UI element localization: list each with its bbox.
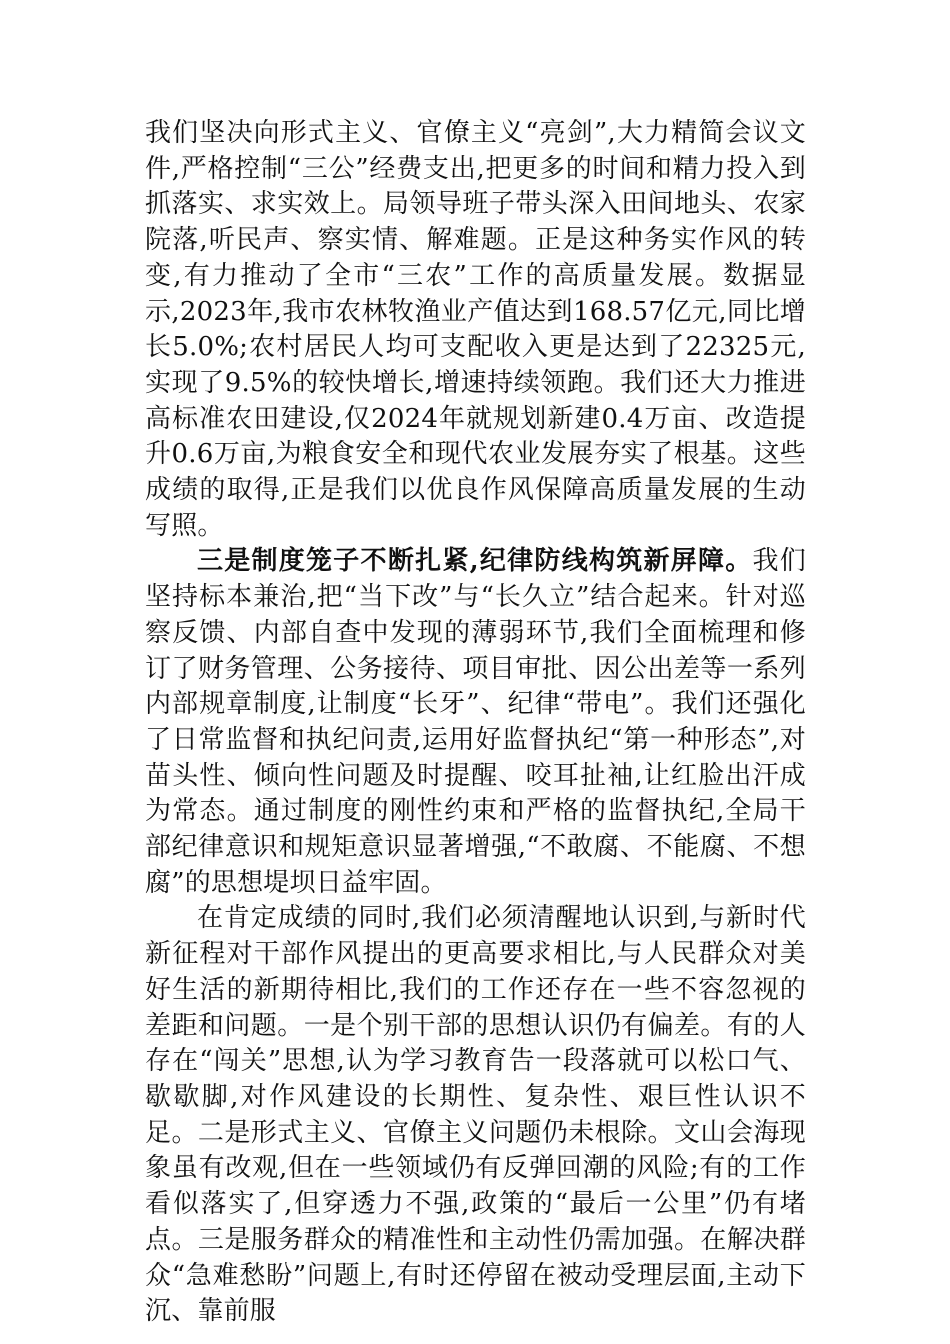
paragraph-lead-heading: 三是制度笼子不断扎紧,纪律防线构筑新屏障。: [197, 546, 753, 577]
document-page: [145, 116, 806, 1330]
paragraph-work-style-results: [145, 116, 806, 544]
paragraph-problems-gaps: [145, 901, 806, 1329]
paragraph-text: 我们坚决向形式主义、官僚主义“亮剑”,大力精简会议文件,严格控制“三公”经费支出,把更多的时间和精力投入到抓落实、求实效上。局领导班子带头深入田间地头、农家院落,听民声、察实情、解难题。正是这种务实作风的转变,有力推动了全市“三农”工作的高质量发展。数据显示,2023年,我市农林牧渔业产值达到168.57亿元,同比增长5.0%;农村居民人均可支配收入更是达到了22325元,实现了9.5%的较快增长,增速持续领跑。我们还大力推进高标准农田建设,仅2024年就规划新建0.4万亩、改造提升0.6万亩,为粮食安全和现代农业发展夯实了根基。这些成绩的取得,正是我们以优良作风保障高质量发展的生动写照。: [145, 118, 806, 541]
paragraph-institutional-cage: [145, 544, 806, 901]
paragraph-text: 我们坚持标本兼治,把“当下改”与“长久立”结合起来。针对巡察反馈、内部自查中发现的薄弱环节,我们全面梳理和修订了财务管理、公务接待、项目审批、因公出差等一系列内部规章制度,让制度“长牙”、纪律“带电”。我们还强化了日常监督和执纪问责,运用好监督执纪“第一种形态”,对苗头性、倾向性问题及时提醒、咬耳扯袖,让红脸出汗成为常态。通过制度的刚性约束和严格的监督执纪,全局干部纪律意识和规矩意识显著增强,“不敢腐、不能腐、不想腐”的思想堤坝日益牢固。: [145, 546, 806, 898]
paragraph-text: 在肯定成绩的同时,我们必须清醒地认识到,与新时代新征程对干部作风提出的更高要求相比,与人民群众对美好生活的新期待相比,我们的工作还存在一些不容忽视的差距和问题。一是个别干部的思想认识仍有偏差。有的人存在“闯关”思想,认为学习教育告一段落就可以松口气、歇歇脚,对作风建设的长期性、复杂性、艰巨性认识不足。二是形式主义、官僚主义问题仍未根除。文山会海现象虽有改观,但在一些领域仍有反弹回潮的风险;有的工作看似落实了,但穿透力不强,政策的“最后一公里”仍有堵点。三是服务群众的精准性和主动性仍需加强。在解决群众“急难愁盼”问题上,有时还停留在被动受理层面,主动下沉、靠前服: [145, 903, 806, 1327]
